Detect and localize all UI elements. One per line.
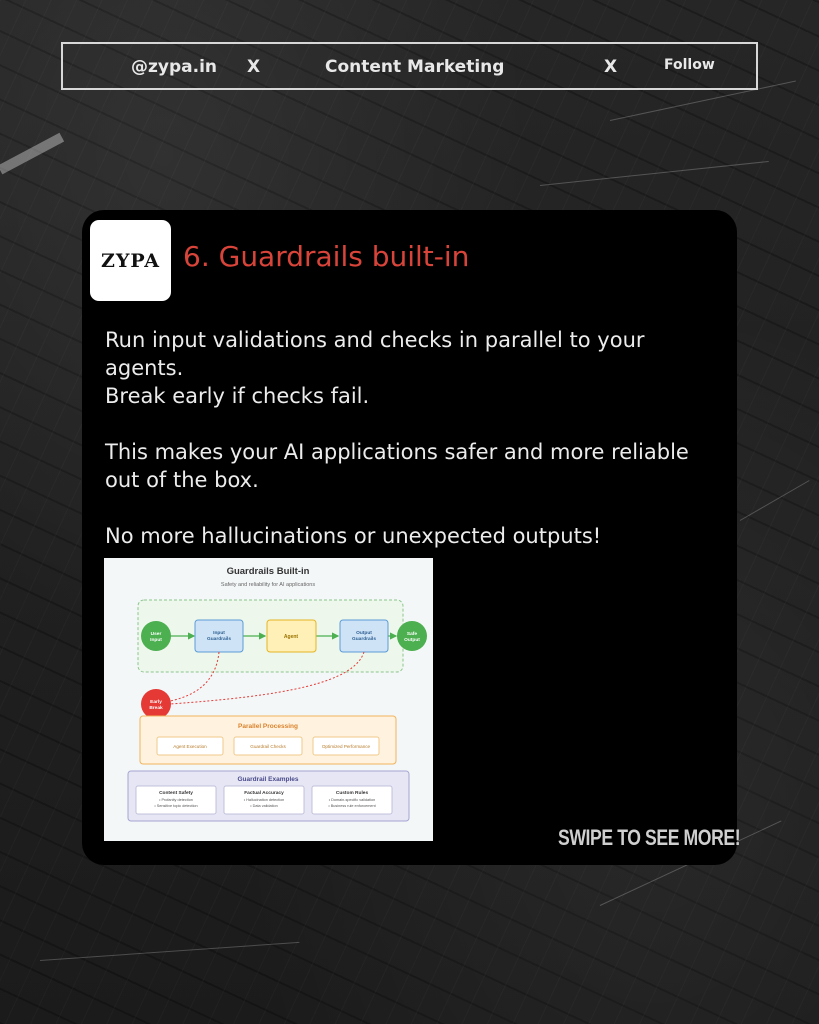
card-heading: 6. Guardrails built-in [183, 240, 470, 273]
svg-text:Guardrails: Guardrails [207, 637, 231, 642]
diagram-subtitle: Safety and reliability for AI applications [220, 582, 316, 588]
parallel-title: Parallel Processing [238, 723, 298, 730]
svg-text:User: User [150, 632, 162, 637]
diagram-title: Guardrails Built-in [226, 566, 310, 577]
guardrails-diagram [104, 558, 433, 841]
example-title: Custom Rules [335, 791, 369, 796]
account-handle[interactable]: @zypa.in [131, 57, 218, 77]
example-line: • Sensitive topic detection [154, 804, 198, 808]
svg-text:Output: Output [356, 631, 372, 636]
example-line: • Data validation [250, 804, 278, 808]
swipe-hint: SWIPE TO SEE MORE! [558, 825, 741, 850]
example-line: • Domain-specific validation [328, 798, 376, 802]
scratch [740, 480, 810, 521]
card-body [105, 326, 705, 578]
agent-label: Agent [283, 634, 299, 640]
content-card [82, 210, 741, 865]
paragraph: Run input validations and checks in parallel to your agents. [105, 328, 645, 380]
top-bar [61, 42, 758, 90]
svg-text:Guardrails: Guardrails [352, 637, 376, 642]
example-line: • Hallucination detection [243, 798, 285, 802]
svg-text:Break: Break [149, 706, 163, 711]
input-guardrails-node [195, 620, 243, 652]
svg-text:Input: Input [150, 638, 162, 643]
example-title: Factual Accuracy [244, 791, 284, 796]
svg-text:Early: Early [150, 700, 162, 705]
parallel-item-label: Guardrail Checks [250, 744, 286, 749]
paragraph: No more hallucinations or unexpected outputs! [105, 524, 602, 548]
output-guardrails-node [340, 620, 388, 652]
separator: X [604, 57, 618, 77]
parallel-item-label: Optimized Performance [321, 744, 371, 749]
scratch [40, 942, 299, 961]
example-line: • Business rule enforcement [328, 804, 376, 808]
example-title: Content Safety [159, 791, 193, 796]
svg-text:Output: Output [404, 638, 420, 643]
follow-button[interactable]: Follow [664, 57, 715, 73]
examples-title: Guardrail Examples [237, 776, 299, 783]
paragraph: Break early if checks fail. [105, 384, 370, 408]
separator: X [247, 57, 261, 77]
parallel-item-label: Agent Execution [173, 744, 207, 749]
example-line: • Profanity detection [159, 798, 193, 802]
svg-text:Input: Input [213, 631, 225, 636]
topic-label: Content Marketing [325, 57, 505, 77]
scratch [540, 161, 769, 186]
logo-text: ZYPA [100, 249, 161, 272]
diagram-svg [104, 558, 433, 841]
zypa-logo [90, 220, 171, 301]
paragraph: This makes your AI applications safer and more reliable out of the box. [105, 440, 689, 492]
svg-text:Safe: Safe [406, 632, 418, 637]
tape-mark [0, 133, 64, 175]
